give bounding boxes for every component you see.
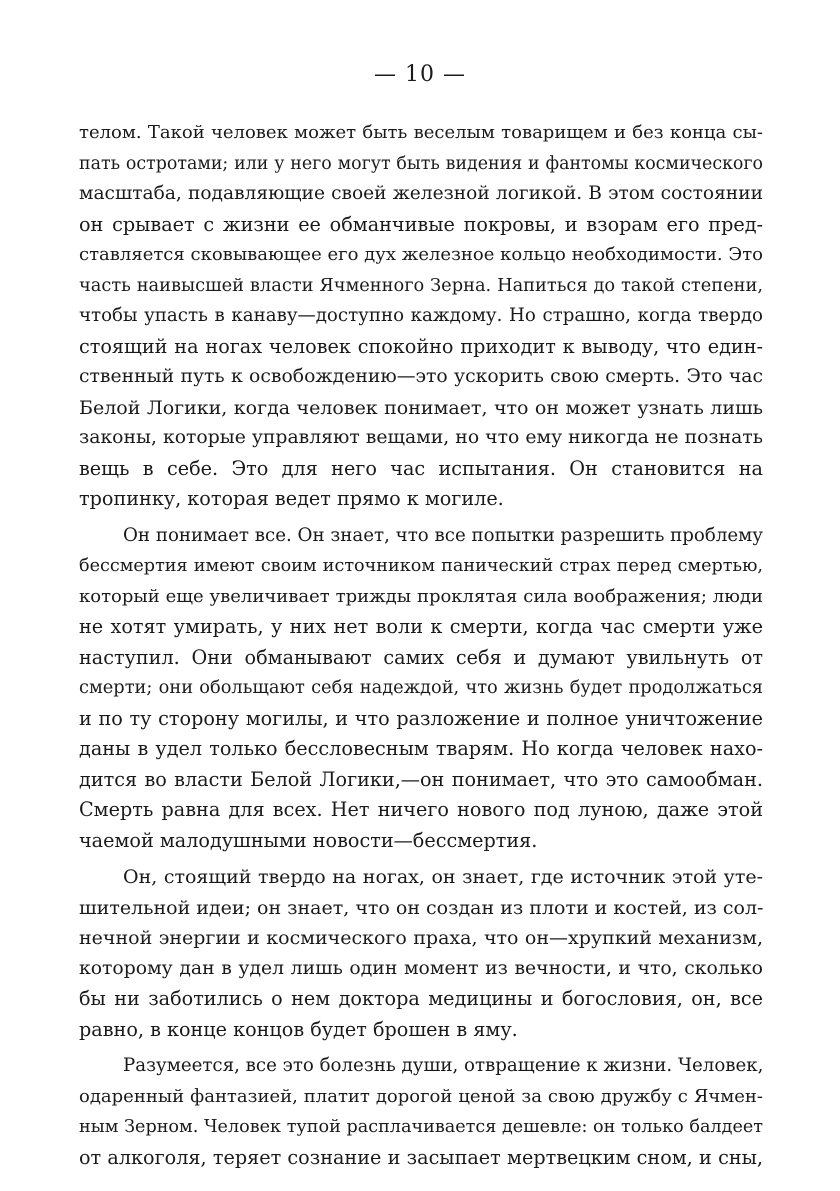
text-line: Он понимает все. Он знает, что все попытки разрешить проблему — [123, 524, 763, 546]
text-line: бы ни заботились о нем доктора медицины и богословия, он, все — [79, 987, 763, 1010]
paragraph-3 — [79, 862, 763, 1045]
text-line: чтобы упасть в канаву—доступно каждому. Но страшно, когда твердо — [79, 305, 763, 326]
page-number: — 10 — — [374, 62, 466, 87]
paragraph-2 — [79, 521, 763, 857]
text-line: даны в удел только бессловесным тварям. Но когда человек нахо- — [79, 737, 763, 760]
text-line: который еще увеличивает трижды проклятая сила воображения; люди — [79, 585, 763, 607]
text-line: ным Зерном. Человек тупой расплачивается дешевле: он только балдеет — [79, 1117, 763, 1137]
text-line: Белой Логики, когда человек понимает, что он может узнать лишь — [79, 396, 763, 419]
text-line: чаемой малодушными новости—бессмертия. — [79, 828, 538, 852]
text-line: он срывает с жизни ее обманчивые покровы, и взорам его пред- — [79, 212, 763, 236]
text-line: стоящий на ногах человек спокойно приходит к выводу, что един- — [79, 334, 763, 358]
text-line: шительной идеи; он знает, что он создан из плоти и костей, из сол- — [79, 896, 764, 919]
text-line: нечной энергии и космического праха, что он—хрупкий механизм, — [79, 927, 763, 949]
text-line: от алкоголя, теряет сознание и засыпает мертвецким сном, и сны, — [79, 1145, 763, 1169]
text-line: которому дан в удел лишь один момент из вечности, и что, сколько — [79, 957, 763, 979]
text-line: не хотят умирать, у них нет воли к смерти, когда час смерти уже — [79, 615, 763, 638]
paragraph-1 — [79, 118, 763, 515]
text-line: смерти; они обольщают себя надеждой, что жизнь будет продолжаться — [79, 677, 763, 698]
text-line: законы, которые управляют вещами, но что ему никогда не познать — [79, 427, 763, 448]
text-line: ственный путь к освобождению—это ускорить свою смерть. Это час — [79, 366, 763, 387]
text-line: Разумеется, все это болезнь души, отвращение к жизни. Человек, — [123, 1055, 764, 1076]
text-line: телом. Такой человек может быть веселым товарищем и без конца сы- — [79, 122, 763, 143]
text-line: Смерть равна для всех. Нет ничего нового под луною, даже этой — [79, 798, 763, 821]
text-line: ставляется сковывающее его дух железное кольцо необходимости. Это — [79, 244, 763, 265]
text-line: часть наивысшей власти Ячменного Зерна. Напиться до такой степени, — [79, 274, 763, 296]
text-line: Он, стоящий твердо на ногах, он знает, где источник этой уте- — [123, 866, 763, 888]
text-line: пать остротами; или у него могут быть видения и фантомы космического — [79, 153, 763, 174]
body-text — [79, 118, 763, 1173]
text-line: одаренный фантазией, платит дорогой ценой за свою дружбу с Ячмен- — [79, 1085, 763, 1107]
paragraph-4 — [79, 1051, 763, 1173]
text-line: наступил. Они обманывают самих себя и думают увильнуть от — [79, 645, 763, 669]
text-line: дится во власти Белой Логики,—он понимает, что это самообман. — [79, 767, 763, 791]
text-line: бессмертия имеют своим источником панический страх перед смертью, — [79, 556, 763, 576]
text-line: и по ту сторону могилы, и что разложение и полное уничтожение — [79, 706, 763, 730]
text-line: равно, в конце концов будет брошен в яму. — [79, 1017, 518, 1041]
text-line: тропинку, которая ведет прямо к могиле. — [79, 487, 504, 510]
text-line: масштаба, подавляющие своей железной логикой. В этом состоянии — [79, 183, 763, 204]
text-line: вещь в себе. Это для него час испытания. Он становится на — [79, 456, 763, 480]
